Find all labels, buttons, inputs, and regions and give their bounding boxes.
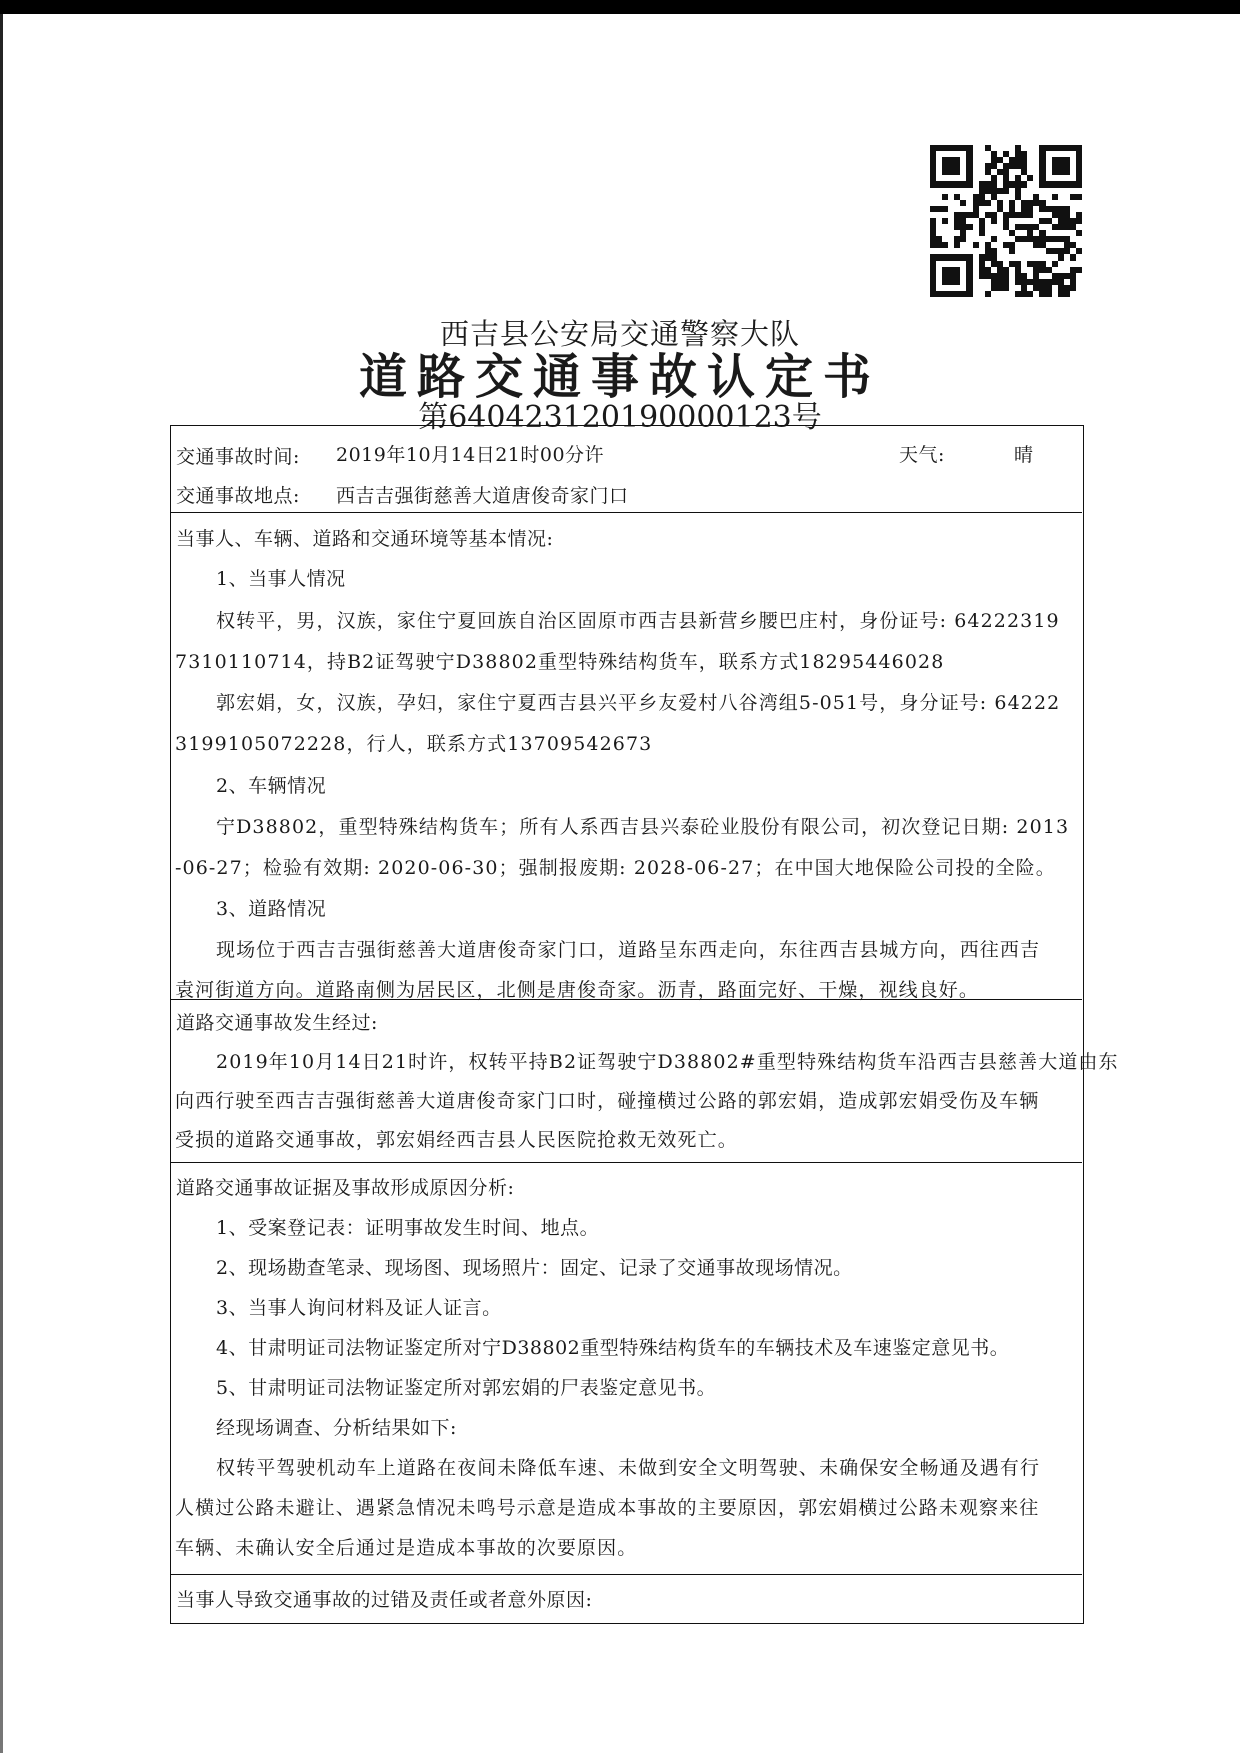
process-line: 受损的道路交通事故，郭宏娟经西吉县人民医院抢救无效死亡。: [175, 1129, 738, 1151]
qr-module: [1076, 291, 1082, 297]
scan-border-top: [0, 0, 1240, 14]
road-line: 袁河街道方向。道路南侧为居民区，北侧是唐俊奇家。沥青，路面完好、干燥，视线良好。: [175, 979, 980, 1001]
process-line: 2019年10月14日21时许，权转平持B2证驾驶宁D38802#重型特殊结构货车沿西吉县慈善大道由东: [216, 1051, 1119, 1073]
place-value: 西吉吉强街慈善大道唐俊奇家门口: [336, 485, 629, 507]
analysis-line: 权转平驾驶机动车上道路在夜间未降低车速、未做到安全文明驾驶、未确保安全畅通及遇有行: [216, 1457, 1041, 1479]
parties-heading: 1、当事人情况: [216, 568, 346, 590]
basic-heading: 当事人、车辆、道路和交通环境等基本情况:: [176, 528, 554, 550]
vehicle-line: -06-27；检验有效期: 2020-06-30；强制报废期: 2028-06-27；在中国大地保险公司投的全险。: [175, 857, 1056, 879]
process-line: 向西行驶至西吉吉强街慈善大道唐俊奇家门口时，碰撞横过公路的郭宏娟，造成郭宏娟受伤及车辆: [175, 1090, 1040, 1112]
evidence-analysis-section: [171, 1162, 1082, 1575]
weather-label: 天气:: [899, 444, 945, 466]
evidence-item: 1、受案登记表：证明事故发生时间、地点。: [216, 1217, 600, 1239]
party2-line: 3199105072228，行人，联系方式13709542673: [175, 733, 653, 755]
accident-report-table: [170, 425, 1119, 1624]
vehicle-heading: 2、车辆情况: [216, 775, 327, 797]
analysis-line: 人横过公路未避让、遇紧急情况未鸣号示意是造成本事故的主要原因，郭宏娟横过公路未观察来往: [175, 1497, 1040, 1519]
time-value: 2019年10月14日21时00分许: [336, 444, 605, 466]
analysis-line: 车辆、未确认安全后通过是造成本事故的次要原因。: [175, 1537, 638, 1559]
place-label: 交通事故地点:: [176, 485, 300, 507]
party1-line: 7310110714，持B2证驾驶宁D38802重型特殊结构货车，联系方式18295446028: [175, 651, 945, 673]
evidence-heading: 道路交通事故证据及事故形成原因分析:: [176, 1177, 515, 1199]
time-label: 交通事故时间:: [176, 446, 300, 468]
weather-value: 晴: [1014, 444, 1034, 466]
party2-line: 郭宏娟，女，汉族，孕妇，家住宁夏西吉县兴平乡友爱村八谷湾组5-051号，身分证号: 64222: [216, 692, 1061, 714]
evidence-item: 3、当事人询问材料及证人证言。: [216, 1297, 502, 1319]
analysis-intro: 经现场调查、分析结果如下:: [216, 1417, 457, 1439]
basic-situation-section: [171, 512, 1082, 1000]
document-number: 第640423120190000123号: [418, 400, 822, 435]
fault-responsibility-section: [171, 1574, 1082, 1623]
fault-heading: 当事人导致交通事故的过错及责任或者意外原因:: [176, 1589, 593, 1611]
road-heading: 3、道路情况: [216, 898, 327, 920]
road-line: 现场位于西吉吉强街慈善大道唐俊奇家门口，道路呈东西走向，东往西吉县城方向，西往西吉: [216, 939, 1041, 961]
accident-process-section: [171, 999, 1119, 1163]
issuing-organization: 西吉县公安局交通警察大队: [439, 317, 800, 351]
evidence-item: 2、现场勘查笔录、现场图、现场照片：固定、记录了交通事故现场情况。: [216, 1257, 853, 1279]
evidence-item: 5、甘肃明证司法物证鉴定所对郭宏娟的尸表鉴定意见书。: [216, 1377, 717, 1399]
process-heading: 道路交通事故发生经过:: [176, 1012, 378, 1034]
evidence-item: 4、甘肃明证司法物证鉴定所对宁D38802重型特殊结构货车的车辆技术及车速鉴定意见书。: [216, 1337, 1010, 1359]
document-title: 道路交通事故认定书: [358, 349, 881, 405]
party1-line: 权转平，男，汉族，家住宁夏回族自治区固原市西吉县新营乡腰巴庄村，身份证号: 64222319: [216, 610, 1060, 632]
accident-info-section: [171, 426, 1082, 512]
vehicle-line: 宁D38802，重型特殊结构货车；所有人系西吉县兴泰砼业股份有限公司，初次登记日期: 2013: [216, 816, 1070, 838]
scan-border-left: [0, 14, 3, 1753]
qr-code: [930, 145, 1082, 297]
